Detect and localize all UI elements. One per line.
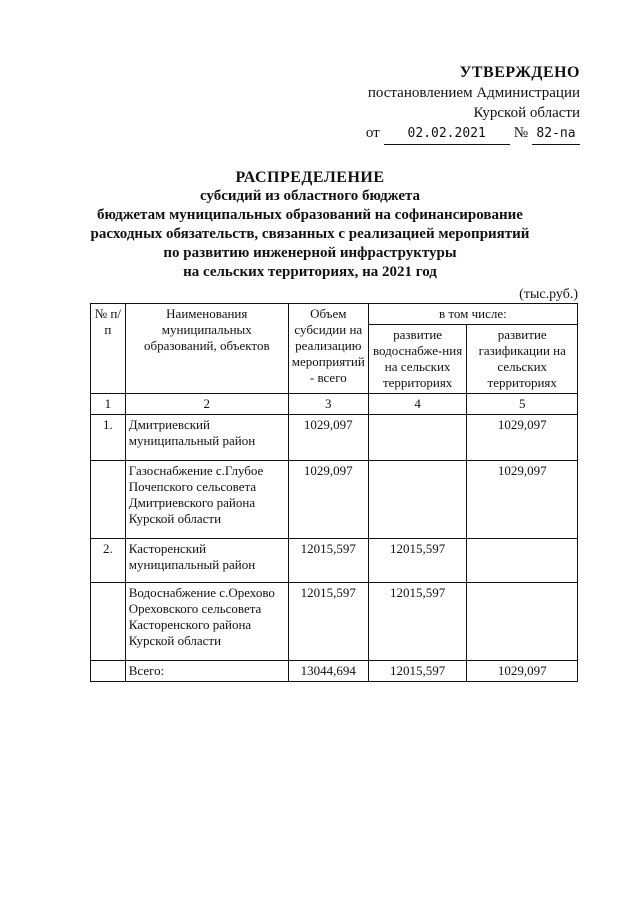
heading-line-4: по развитию инженерной инфраструктуры [163, 245, 457, 261]
row-water: 12015,597 [368, 539, 467, 583]
row-water [368, 461, 467, 539]
header-gas: развитие газификации на сельских территориях [467, 325, 578, 394]
row-total: 1029,097 [288, 415, 368, 461]
row-name: Газоснабжение с.Глубое Почепского сельсовета Дмитриевского района Курской области [125, 461, 288, 539]
row-gas: 1029,097 [467, 461, 578, 539]
row-name: Водоснабжение с.Орехово Ореховского сельсовета Касторенского района Курской области [125, 583, 288, 661]
approval-block [330, 63, 580, 145]
header-total: Объем субсидии на реализацию мероприятий - всего [288, 304, 368, 394]
heading-line-2: бюджетам муниципальных образований на софинансирование [97, 207, 523, 223]
row-total: 12015,597 [288, 539, 368, 583]
row-water [368, 415, 467, 461]
col-number: 1 [91, 394, 126, 415]
row-total: 1029,097 [288, 461, 368, 539]
totals-num [91, 661, 126, 682]
col-number: 2 [125, 394, 288, 415]
header-row [91, 304, 578, 325]
row-total: 12015,597 [288, 583, 368, 661]
heading-line-5: на сельских территориях, на 2021 год [183, 264, 437, 280]
distribution-table [90, 303, 578, 682]
totals-gas: 1029,097 [467, 661, 578, 682]
col-number: 4 [368, 394, 467, 415]
row-gas [467, 583, 578, 661]
header-water: развитие водоснабже-ния на сельских территориях [368, 325, 467, 394]
approval-date-line [330, 123, 580, 145]
totals-label: Всего: [125, 661, 288, 682]
row-num [91, 461, 126, 539]
row-num: 2. [91, 539, 126, 583]
totals-total: 13044,694 [288, 661, 368, 682]
col-number: 5 [467, 394, 578, 415]
row-name: Касторенский муниципальный район [125, 539, 288, 583]
header-including: в том числе: [368, 304, 577, 325]
row-num [91, 583, 126, 661]
approval-title: УТВЕРЖДЕНО [459, 64, 580, 81]
document-title: РАСПРЕДЕЛЕНИЕ [235, 169, 385, 186]
table-row [91, 415, 578, 461]
approval-date: 02.02.2021 [384, 124, 510, 145]
column-number-row [91, 394, 578, 415]
totals-row [91, 661, 578, 682]
number-prefix: № [513, 125, 528, 141]
heading-line-3: расходных обязательств, связанных с реализацией мероприятий [90, 226, 530, 242]
table-row [91, 539, 578, 583]
totals-water: 12015,597 [368, 661, 467, 682]
table-row [91, 461, 578, 539]
document-heading [90, 168, 530, 282]
header-name: Наименования муниципальных образований, объектов [125, 304, 288, 394]
header-num: № п/п [91, 304, 126, 394]
row-water: 12015,597 [368, 583, 467, 661]
approval-line-1: постановлением Администрации [367, 85, 580, 101]
table-row [91, 583, 578, 661]
approval-number: 82-па [532, 124, 580, 145]
row-num: 1. [91, 415, 126, 461]
date-prefix: от [365, 125, 380, 141]
row-gas: 1029,097 [467, 415, 578, 461]
row-gas [467, 539, 578, 583]
row-name: Дмитриевский муниципальный район [125, 415, 288, 461]
approval-line-2: Курской области [473, 105, 580, 121]
heading-line-1: субсидий из областного бюджета [199, 188, 421, 204]
units-label: (тыс.руб.) [519, 287, 578, 302]
col-number: 3 [288, 394, 368, 415]
